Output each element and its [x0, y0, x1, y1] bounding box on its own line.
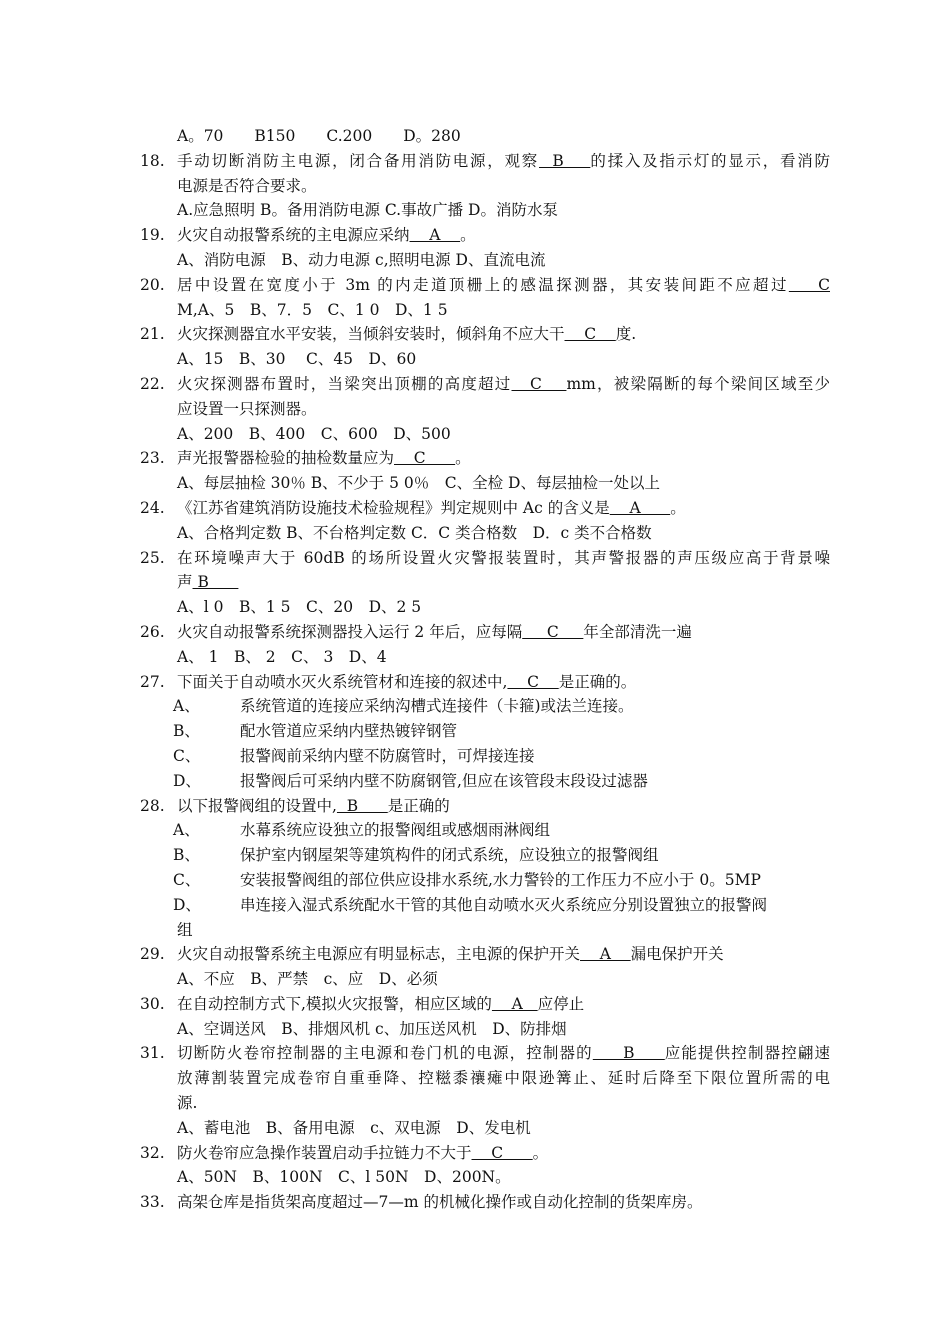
- question-18: [140, 149, 830, 174]
- options-18: A.应急照明 B。备用消防电源 C.事故广播 D。消防水泵: [177, 201, 558, 220]
- question-number: 22.: [140, 374, 165, 393]
- options-26: A、 1 B、 2 C、 3 D、4: [177, 647, 387, 666]
- question-text: 火灾探测器布置时，当梁突出顶棚的高度超过: [177, 374, 512, 393]
- answer-blank: A: [491, 994, 538, 1013]
- sub-option-label: A、: [173, 697, 200, 716]
- answer-blank: B: [192, 573, 239, 592]
- options-25: A、l 0 B、1 5 C、20 D、2 5: [177, 598, 422, 617]
- sub-option-text: 串连接入湿式系统配水干管的其他自动喷水灭火系统应分别设置独立的报警阀: [240, 895, 768, 914]
- question-text: 《江苏省建筑消防设施技术检验规程》判定规则中 Ac 的含义是: [177, 498, 610, 517]
- question-number: 31.: [140, 1044, 165, 1063]
- question-text: 在环境噪声大于 60dB 的场所设置火灾警报装置时，其声警报器的声压级应高于背景噪: [177, 548, 830, 567]
- question-27: [140, 670, 830, 695]
- sub-option: [140, 868, 830, 893]
- sub-option-text: 报警阀前采纳内壁不防腐管时，可焊接连接: [240, 746, 535, 765]
- sub-option-label: A、: [173, 821, 200, 840]
- question-text: 。: [455, 449, 471, 468]
- question-number: 18.: [140, 151, 165, 170]
- sub-option-text: 安装报警阀组的部位供应设排水系统,水力警铃的工作压力不应小于 0。5MP: [240, 870, 761, 889]
- question-number: 23.: [140, 449, 165, 468]
- question-text: 漏电保护开关: [630, 945, 724, 964]
- options-29: A、不应 B、严禁 c、应 D、必须: [177, 970, 438, 989]
- question-text: 度.: [615, 325, 637, 344]
- question-25-cont: [140, 570, 830, 595]
- sub-option-label: B、: [173, 846, 200, 865]
- answer-blank: C: [564, 325, 616, 344]
- question-text: 在自动控制方式下,模拟火灾报警，相应区域的: [177, 994, 492, 1013]
- sub-option: [140, 694, 830, 719]
- question-text: 的揉入及指示灯的显示，看消防: [590, 151, 830, 170]
- question-28-tail: 组: [177, 920, 193, 939]
- answer-blank: A: [609, 498, 671, 517]
- options-21: A、15 B、30 C、45 D、60: [177, 350, 417, 369]
- answer-blank: B: [336, 796, 388, 815]
- options-23: A、每层抽检 30％ B、不少于 5 0％ C、全检 D、每层抽检一处以上: [177, 474, 660, 493]
- answer-blank: C: [471, 1143, 533, 1162]
- question-number: 24.: [140, 498, 165, 517]
- sub-option-text: 水幕系统应设独立的报警阀组或感烟雨淋阀组: [240, 821, 551, 840]
- question-text: 火灾自动报警系统的主电源应采纳: [177, 226, 410, 245]
- sub-option: [140, 818, 830, 843]
- question-31-cont-2: 源.: [177, 1094, 198, 1113]
- question-text: 火灾探测器宜水平安装，当倾斜安装时，倾斜角不应大干: [177, 325, 565, 344]
- question-text: 应停止: [537, 994, 585, 1013]
- question-number: 28.: [140, 796, 165, 815]
- sub-option: [140, 744, 830, 769]
- question-list: [140, 124, 830, 1215]
- question-text: 放薄割装置完成卷帘自重垂降、控糍黍禳瘫中限逊篝止、延时后降至下限位置所需的电: [177, 1069, 830, 1088]
- question-number: 21.: [140, 325, 165, 344]
- sub-option-text: 报警阀后可采纳内壁不防腐钢管,但应在该管段末段设过滤器: [240, 771, 648, 790]
- question-text: 高架仓库是指货架高度超过—7—m 的机械化操作或自动化控制的货架库房。: [177, 1193, 703, 1212]
- options-30: A、空调送风 B、排烟风机 c、加压送风机 D、防排烟: [177, 1019, 567, 1038]
- sub-option-label: C、: [173, 746, 201, 765]
- sub-option: [140, 893, 830, 918]
- options-24: A、合格判定数 B、不台格判定数 C．C 类合格数 D．c 类不合格数: [177, 523, 652, 542]
- answer-blank: C: [394, 449, 456, 468]
- question-text: 下面关于自动喷水灭火系统管材和连接的叙述中,: [177, 672, 508, 691]
- question-number: 19.: [140, 226, 165, 245]
- sub-option-text: 配水管道应采纳内壁热镀锌钢管: [240, 722, 458, 741]
- question-text: 年全部清洗一遍: [583, 622, 692, 641]
- sub-option-label: B、: [173, 722, 200, 741]
- question-text: 是正确的。: [558, 672, 637, 691]
- question-23: [140, 446, 830, 471]
- question-text: 火灾自动报警系统主电源应有明显标志，主电源的保护开关: [177, 945, 581, 964]
- sub-option-label: D、: [173, 895, 201, 914]
- options-31: A、蓄电池 B、备用电源 c、双电源 D、发电机: [177, 1118, 531, 1137]
- question-text: 手动切断消防主电源，闭合备用消防电源，观察: [177, 151, 539, 170]
- question-text: 居中设置在宽度小于 3m 的内走道顶栅上的感温探测器，其安装间距不应超过: [177, 275, 789, 294]
- question-20-cont: M,A、5 B、7．5 C、1 0 D、1 5: [177, 300, 448, 319]
- sub-option: [140, 769, 830, 794]
- question-30: [140, 992, 830, 1017]
- options-17: A。70 B150 C.200 D。280: [177, 127, 461, 145]
- question-text: 切断防火卷帘控制器的主电源和卷门机的电源，控制器的: [177, 1044, 593, 1063]
- sub-option: [140, 843, 830, 868]
- question-number: 32.: [140, 1143, 165, 1162]
- question-number: 29.: [140, 945, 165, 964]
- question-number: 26.: [140, 622, 165, 641]
- question-number: 27.: [140, 672, 165, 691]
- question-21: [140, 322, 830, 347]
- answer-blank: A: [409, 226, 461, 245]
- question-number: 33.: [140, 1193, 165, 1212]
- question-32: [140, 1141, 830, 1166]
- answer-blank: B: [539, 151, 591, 170]
- question-25: [140, 546, 830, 571]
- question-text: 以下报警阀组的设置中,: [177, 796, 337, 815]
- question-text: 声: [177, 573, 193, 592]
- question-31-cont: [140, 1066, 830, 1091]
- question-28: [140, 794, 830, 819]
- question-text: 。: [670, 498, 686, 517]
- answer-blank: B: [592, 1044, 665, 1063]
- question-26: [140, 620, 830, 645]
- question-text: 是正确的: [387, 796, 450, 815]
- question-text: 应能提供控制器控翩速: [664, 1044, 830, 1063]
- sub-option-label: D、: [173, 771, 201, 790]
- question-text: 声光报警器检验的抽检数量应为: [177, 449, 395, 468]
- answer-blank: C: [788, 275, 830, 294]
- options-19: A、消防电源 B、动力电源 c,照明电源 D、直流电流: [177, 250, 546, 269]
- sub-option-text: 保护室内钢屋架等建筑构件的闭式系统，应设独立的报警阀组: [240, 846, 659, 865]
- question-text: 。: [532, 1143, 549, 1162]
- sub-option: [140, 719, 830, 744]
- options-32: A、50N B、100N C、l 50N D、200N。: [177, 1168, 511, 1187]
- answer-blank: A: [580, 945, 631, 964]
- question-22: [140, 372, 830, 397]
- question-29: [140, 942, 830, 967]
- question-24: [140, 496, 830, 521]
- question-text: 火灾自动报警系统探测器投入运行 2 年后，应每隔: [177, 622, 523, 641]
- question-33: [140, 1190, 830, 1215]
- question-text: 。: [460, 226, 476, 245]
- question-text: mm，被梁隔断的每个梁间区域至少: [566, 374, 830, 393]
- sub-option-text: 系统管道的连接应采纳沟槽式连接件（卡箍)或法兰连接。: [240, 697, 634, 716]
- question-19: [140, 223, 830, 248]
- question-number: 30.: [140, 994, 165, 1013]
- options-22: A、200 B、400 C、600 D、500: [177, 424, 451, 443]
- answer-blank: C: [507, 672, 559, 691]
- question-text: 防火卷帘应急操作装置启动手拉链力不大于: [177, 1143, 472, 1162]
- question-22-cont: 应设置一只探测器。: [177, 399, 317, 418]
- question-number: 20.: [140, 275, 165, 294]
- answer-blank: C: [511, 374, 567, 393]
- question-18-cont: 电源是否符合要求。: [177, 176, 317, 195]
- question-number: 25.: [140, 548, 165, 567]
- sub-option-label: C、: [173, 870, 201, 889]
- question-31: [140, 1041, 830, 1066]
- question-20: [140, 273, 830, 298]
- answer-blank: C: [522, 622, 584, 641]
